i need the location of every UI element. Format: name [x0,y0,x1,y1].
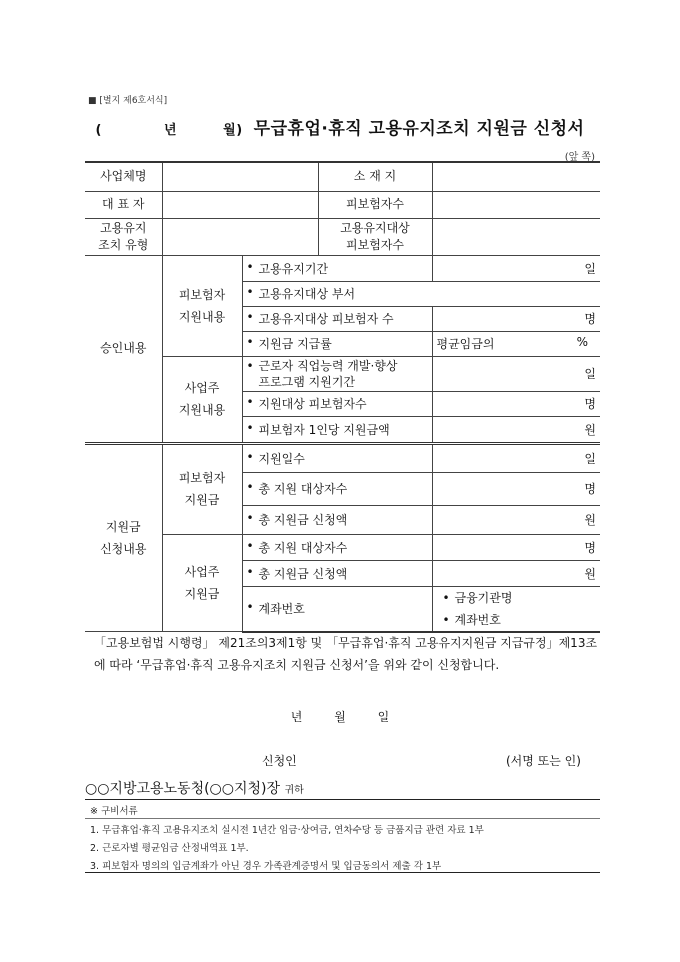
application-item: • 총 지원 대상자수 [242,472,432,505]
divider [85,872,600,873]
title-text: 무급휴업·휴직 고용유지조치 지원금 신청서 [253,119,585,139]
approval-value-field[interactable]: 명 [432,306,600,331]
approval-value-field[interactable]: 원 [432,416,600,443]
statement-text: 「고용보험법 시행령」 제21조의3제1항 및 「무급휴업·휴직 고용유지지원금 지급규정」제13조에 따라 ‘무급휴업·휴직 고용유지조치 지원금 신청서’을 위와 같이 신청합니다. [94,636,598,672]
application-value-field[interactable]: 명 [432,472,600,505]
representative-field[interactable] [162,191,318,218]
approval-employer-label: 사업주 지원내용 [162,356,242,443]
retention-target-label: 고용유지대상 피보험자수 [318,218,432,255]
title-date: ( 년 월) [95,123,243,138]
approval-item: • 지원대상 피보험자수 [242,391,432,416]
application-value-field[interactable]: 원 [432,560,600,586]
location-field[interactable] [432,162,600,191]
company-name-field[interactable] [162,162,318,191]
application-item: • 지원일수 [242,443,432,472]
application-insured-label: 피보험자 지원금 [162,443,242,534]
insured-count-field[interactable] [432,191,600,218]
retention-type-field[interactable] [162,218,318,255]
approval-value-field[interactable]: 평균임금의 % [432,331,600,356]
application-item: • 총 지원금 신청액 [242,505,432,534]
location-label: 소 재 지 [318,162,432,191]
applicant-label: 신청인 [262,754,297,768]
insured-count-label: 피보험자수 [318,191,432,218]
approval-insured-label: 피보험자 지원내용 [162,255,242,356]
bank-name-label: 금융기관명 [454,590,513,605]
approval-section-label: 승인내용 [85,255,162,443]
approval-item: • 피보험자 1인당 지원금액 [242,416,432,443]
application-section-label: 지원금 신청내용 [85,443,162,632]
approval-item: • 근로자 직업능력 개발·향상 프로그램 지원기간 [242,356,432,391]
representative-label: 대 표 자 [85,191,162,218]
documents-heading: ※ 구비서류 [90,806,138,817]
application-item: • 총 지원 대상자수 [242,534,432,560]
account-number-label: 계좌번호 [454,612,501,627]
signature-label[interactable]: (서명 또는 인) [506,754,581,768]
retention-type-label: 고용유지 조치 유형 [85,218,162,255]
approval-value-field[interactable]: 명 [432,391,600,416]
approval-item: • 고용유지대상 피보험자 수 [242,306,432,331]
retention-target-field[interactable] [432,218,600,255]
application-employer-label: 사업주 지원금 [162,534,242,632]
bank-account-field[interactable]: • 금융기관명 • 계좌번호 [432,586,600,632]
application-item: • 총 지원금 신청액 [242,560,432,586]
addressee-suffix: 귀하 [284,785,304,796]
application-value-field[interactable]: 원 [432,505,600,534]
date-line: 년 월 일 [290,710,390,724]
divider [85,818,600,819]
company-name-label: 사업체명 [85,162,162,191]
document-item: 1. 무급휴업·휴직 고용유지조치 실시전 1년간 임금·상여금, 연차수당 등 금품지급 관련 자료 1부 [90,825,484,836]
approval-item: • 지원금 지급률 [242,331,432,356]
application-form-table [85,161,600,633]
application-value-field[interactable]: 일 [432,443,600,472]
application-item: • 계좌번호 [242,586,432,632]
approval-value-field[interactable]: 일 [432,356,600,391]
approval-item: • 고용유지대상 부서 [242,281,600,306]
approval-value-field[interactable]: 일 [432,255,600,281]
page-side: (앞 쪽) [564,152,595,163]
page-title [0,114,680,139]
addressee [85,778,304,798]
application-value-field[interactable]: 명 [432,534,600,560]
document-item: 2. 근로자별 평균임금 산정내역표 1부. [90,843,249,854]
document-item: 3. 피보험자 명의의 입금계좌가 아닌 경우 가족관계증명서 및 입금동의서 제출 각 1부 [90,861,442,872]
divider [85,799,600,800]
form-number: ■ [별지 제6호서식] [88,96,168,106]
addressee-name: ○○지방고용노동청(○○지청)장 [85,781,281,797]
approval-item: • 고용유지기간 [242,255,432,281]
